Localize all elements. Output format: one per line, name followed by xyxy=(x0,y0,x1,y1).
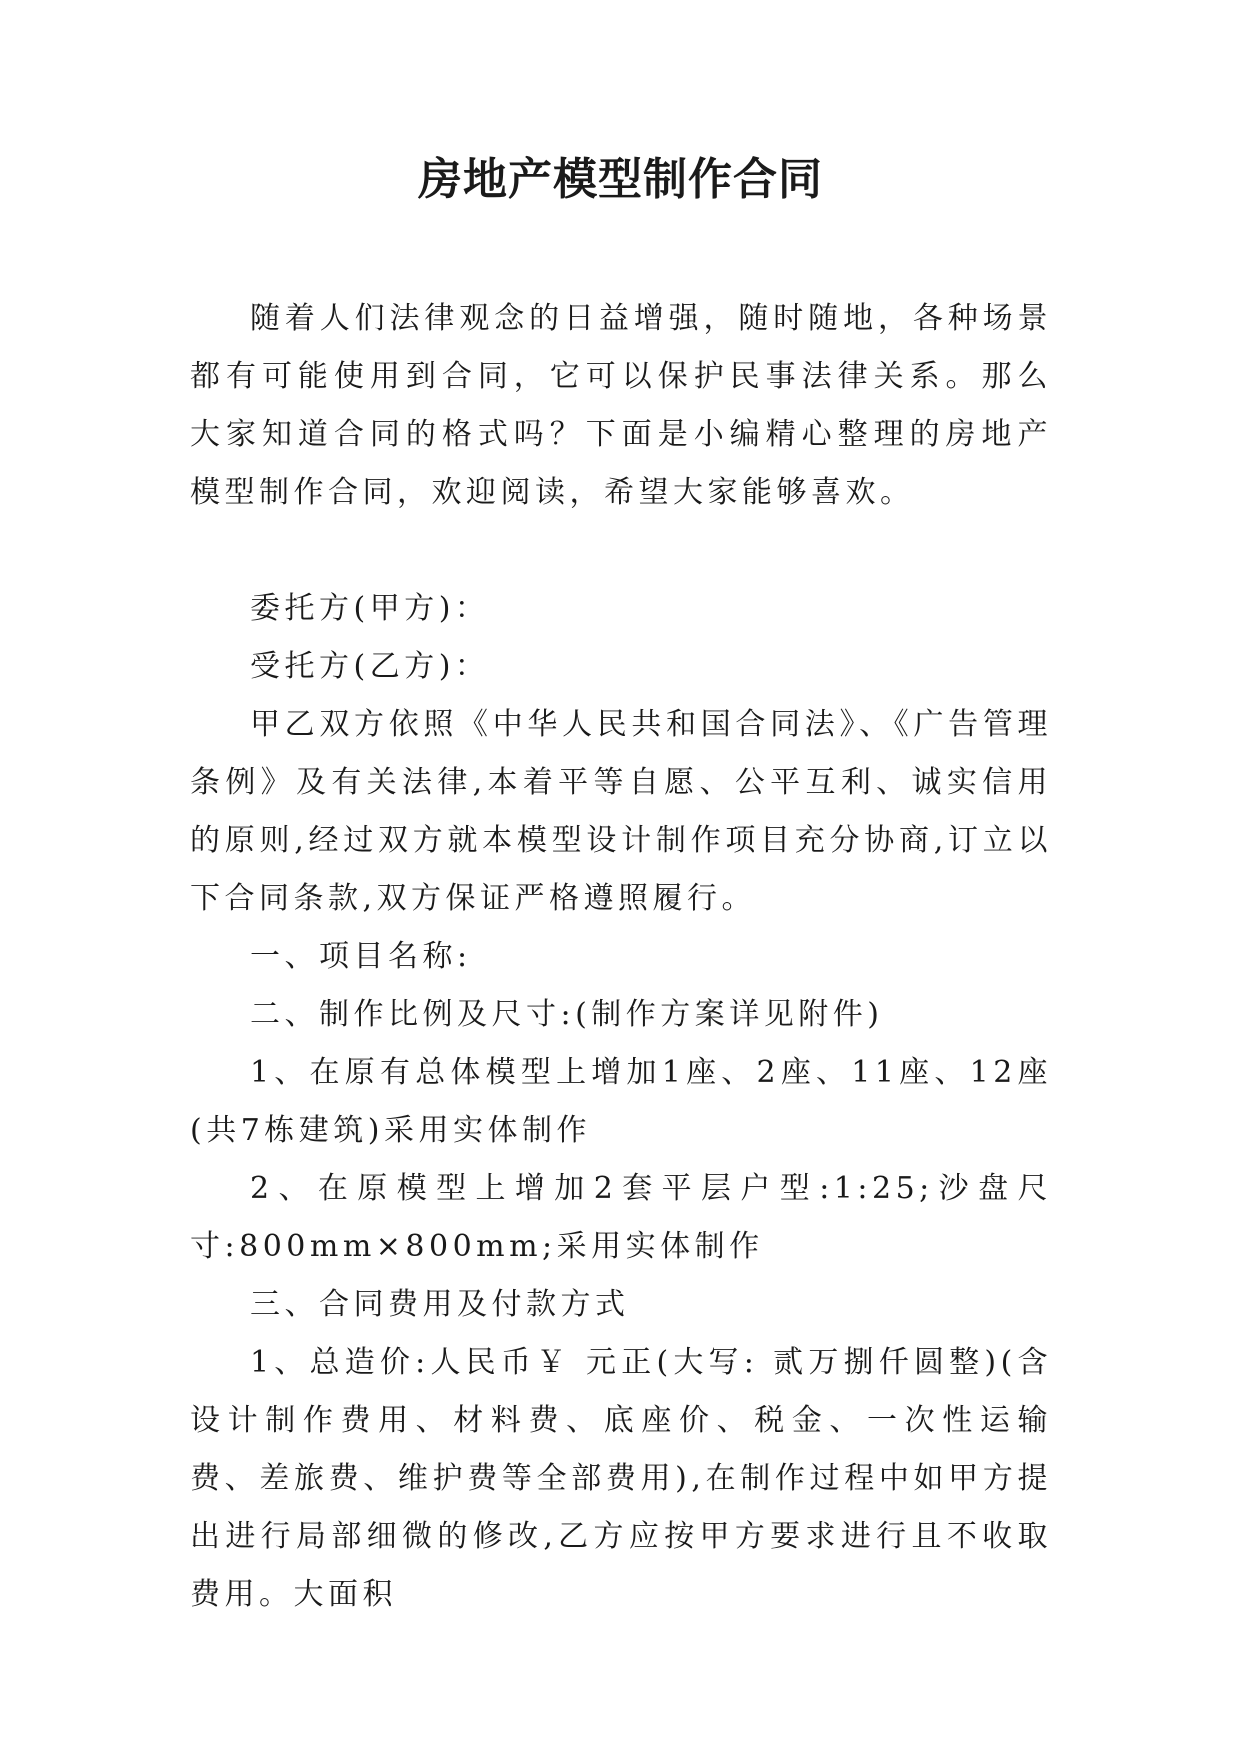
party-b-line: 受托方(乙方)： xyxy=(250,649,490,684)
section-heading-project-name: 一、项目名称: xyxy=(250,939,472,974)
clause-item: 1、在原有总体模型上增加1座、2座、11座、12座(共7栋建筑)采用实体制作 xyxy=(190,1055,1052,1148)
document-title: 房地产模型制作合同 xyxy=(418,154,823,205)
section-heading-scale-size: 二、制作比例及尺寸:(制作方案详见附件) xyxy=(250,997,884,1032)
clause-item: 1、总造价:人民币￥ 元正(大写: 贰万捌仟圆整)(含设计制作费用、材料费、底座价、税金、一次性运输费、差旅费、维护费等全部费用),在制作过程中如甲方提出进行局部细微的修改,乙方应按甲方要求进行且不收取费用。大面积 xyxy=(190,1345,1052,1612)
section-heading-fees-payment: 三、合同费用及付款方式 xyxy=(250,1287,630,1322)
party-a-line: 委托方(甲方)： xyxy=(250,591,490,626)
intro-paragraph: 随着人们法律观念的日益增强，随时随地，各种场景都有可能使用到合同，它可以保护民事法律关系。那么大家知道合同的格式吗？下面是小编精心整理的房地产模型制作合同，欢迎阅读，希望大家能够喜欢。 xyxy=(190,301,1052,510)
document-body xyxy=(190,290,1052,1624)
preamble-paragraph: 甲乙双方依照《中华人民共和国合同法》、《广告管理条例》及有关法律,本着平等自愿、公平互利、诚实信用的原则,经过双方就本模型设计制作项目充分协商,订立以下合同条款,双方保证严格遵照履行。 xyxy=(190,707,1052,916)
clause-item: 2、在原模型上增加2套平层户型:1:25;沙盘尺寸:800mm×800mm;采用实体制作 xyxy=(190,1171,1052,1264)
